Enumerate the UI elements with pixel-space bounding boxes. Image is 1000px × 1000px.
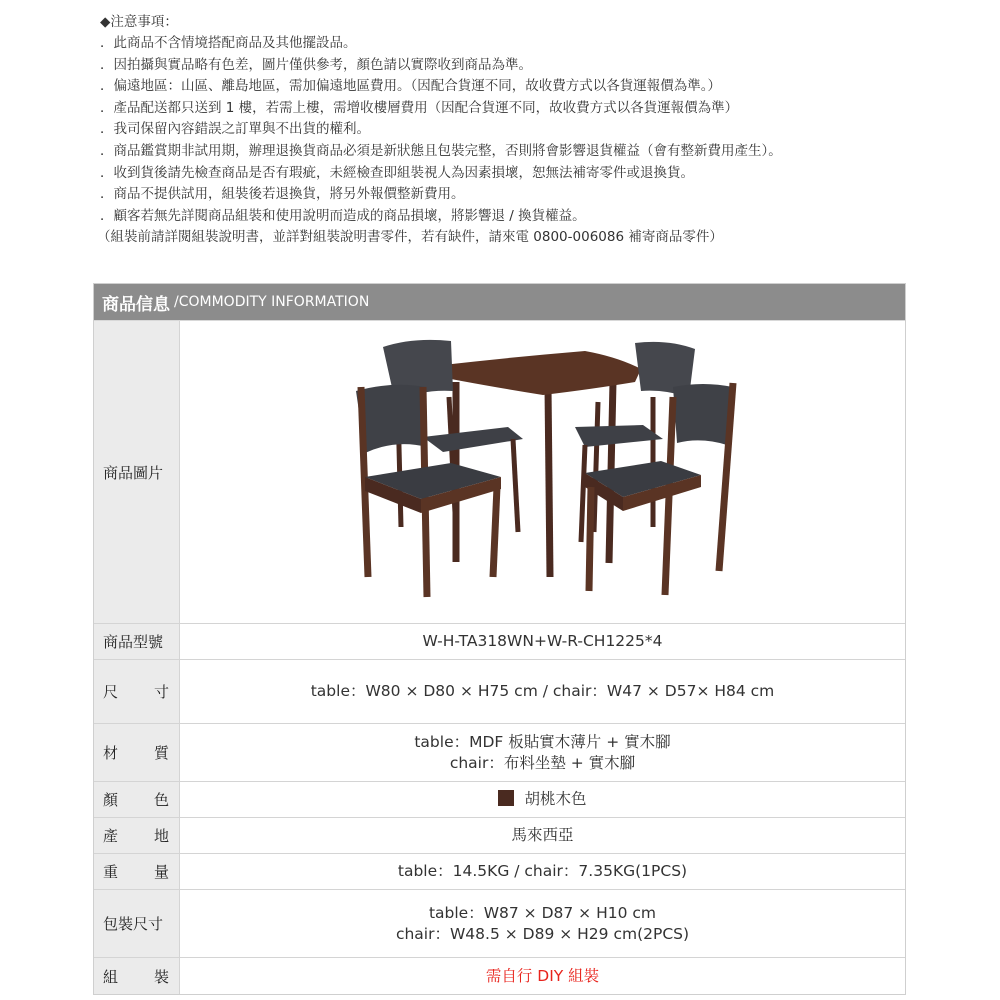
material-value xyxy=(180,724,905,781)
row-material xyxy=(94,724,905,782)
row-color xyxy=(94,782,905,818)
origin-label-char: 地 xyxy=(153,827,169,845)
package-value xyxy=(180,890,905,957)
notice-item: ．顧客若無先詳閱商品組裝和使用說明而造成的商品損壞，將影響退 / 換貨權益。 xyxy=(100,207,586,224)
origin-value: 馬來西亞 xyxy=(511,826,574,844)
size-label-char: 尺 xyxy=(103,683,119,701)
notice-item: ．產品配送都只送到 1 樓，若需上樓，需增收樓層費用（因配合貨運不同，故收費方式以各貨運報價為準） xyxy=(100,99,739,116)
assembly-value: 需自行 DIY 組裝 xyxy=(485,966,600,985)
notice-title: ◆注意事項： xyxy=(100,14,178,30)
origin-label xyxy=(94,818,180,853)
row-package-size xyxy=(94,890,905,958)
header-title-en: /COMMODITY INFORMATION xyxy=(174,294,370,310)
model-value: W-H-TA318WN+W-R-CH1225*4 xyxy=(422,632,663,650)
material-label-char: 材 xyxy=(103,744,119,762)
package-label: 包裝尺寸 xyxy=(94,890,180,957)
row-origin xyxy=(94,818,905,854)
row-model xyxy=(94,624,905,660)
color-name: 胡桃木色 xyxy=(524,790,587,808)
row-picture xyxy=(94,321,905,624)
header-title-cn: 商品信息 xyxy=(102,294,170,315)
table-illustration xyxy=(443,351,641,577)
notice-item: ．此商品不含情境搭配商品及其他擺設品。 xyxy=(100,35,357,51)
notice-item: ．偏遠地區：山區、離島地區，需加偏遠地區費用。（因配合貨運不同，故收費方式以各貨運報價為準。） xyxy=(100,78,721,95)
material-line-chair: chair：布料坐墊 + 實木腳 xyxy=(449,753,636,772)
color-value xyxy=(180,782,905,817)
notice-item: ．商品鑑賞期非試用期，辦理退換貨商品必須是新狀態且包裝完整，否則將會影響退貨權益（會有整新費用產生）。 xyxy=(100,142,782,159)
row-assembly xyxy=(94,958,905,994)
notice-item: ．因拍攝與實品略有色差，圖片僅供參考，顏色請以實際收到商品為準。 xyxy=(100,56,532,73)
product-picture-cell xyxy=(180,321,905,623)
notice-item: ．我司保留內容錯誤之訂單與不出貨的權利。 xyxy=(100,121,370,138)
material-line-table: table：MDF 板貼實木薄片 + 實木腳 xyxy=(414,732,671,751)
info-header xyxy=(94,284,905,321)
weight-label xyxy=(94,854,180,889)
picture-label: 商品圖片 xyxy=(94,321,180,623)
material-label-char: 質 xyxy=(153,744,169,762)
package-line-table: table：W87 × D87 × H10 cm xyxy=(428,903,657,922)
color-label-char: 色 xyxy=(153,791,169,809)
assembly-label-char: 裝 xyxy=(153,967,169,986)
notice-item: ．收到貨後請先檢查商品是否有瑕疵，未經檢查即組裝視人為因素損壞，恕無法補寄零件或退換貨。 xyxy=(100,164,694,181)
package-line-chair: chair：W48.5 × D89 × H29 cm(2PCS) xyxy=(395,924,690,943)
color-swatch xyxy=(498,790,514,806)
weight-value: table：14.5KG / chair：7.35KG(1PCS) xyxy=(397,862,688,880)
product-image xyxy=(323,327,763,617)
assembly-label-char: 組 xyxy=(103,967,119,986)
material-label xyxy=(94,724,180,781)
notice-list xyxy=(100,33,980,227)
row-weight xyxy=(94,854,905,890)
notice-section xyxy=(97,12,980,248)
row-size xyxy=(94,660,905,724)
size-label xyxy=(94,660,180,723)
commodity-info-table xyxy=(93,283,906,995)
weight-label-char: 量 xyxy=(153,863,169,881)
chair-front-left xyxy=(356,385,501,597)
origin-label-char: 產 xyxy=(103,827,119,845)
color-label-char: 顏 xyxy=(103,791,119,809)
weight-label-char: 重 xyxy=(103,863,119,881)
notice-item: ．商品不提供試用，組裝後若退換貨，將另外報價整新費用。 xyxy=(100,186,465,203)
notice-footer: （組裝前請詳閱組裝說明書，並詳對組裝說明書零件，若有缺件，請來電 0800-006086 補寄商品零件） xyxy=(97,229,723,246)
size-value: table：W80 × D80 × H75 cm / chair：W47 × D57× H84 cm xyxy=(310,682,775,700)
color-label xyxy=(94,782,180,817)
model-label: 商品型號 xyxy=(94,624,180,659)
assembly-label xyxy=(94,958,180,994)
size-label-char: 寸 xyxy=(153,683,169,701)
chair-front-right xyxy=(585,383,733,595)
